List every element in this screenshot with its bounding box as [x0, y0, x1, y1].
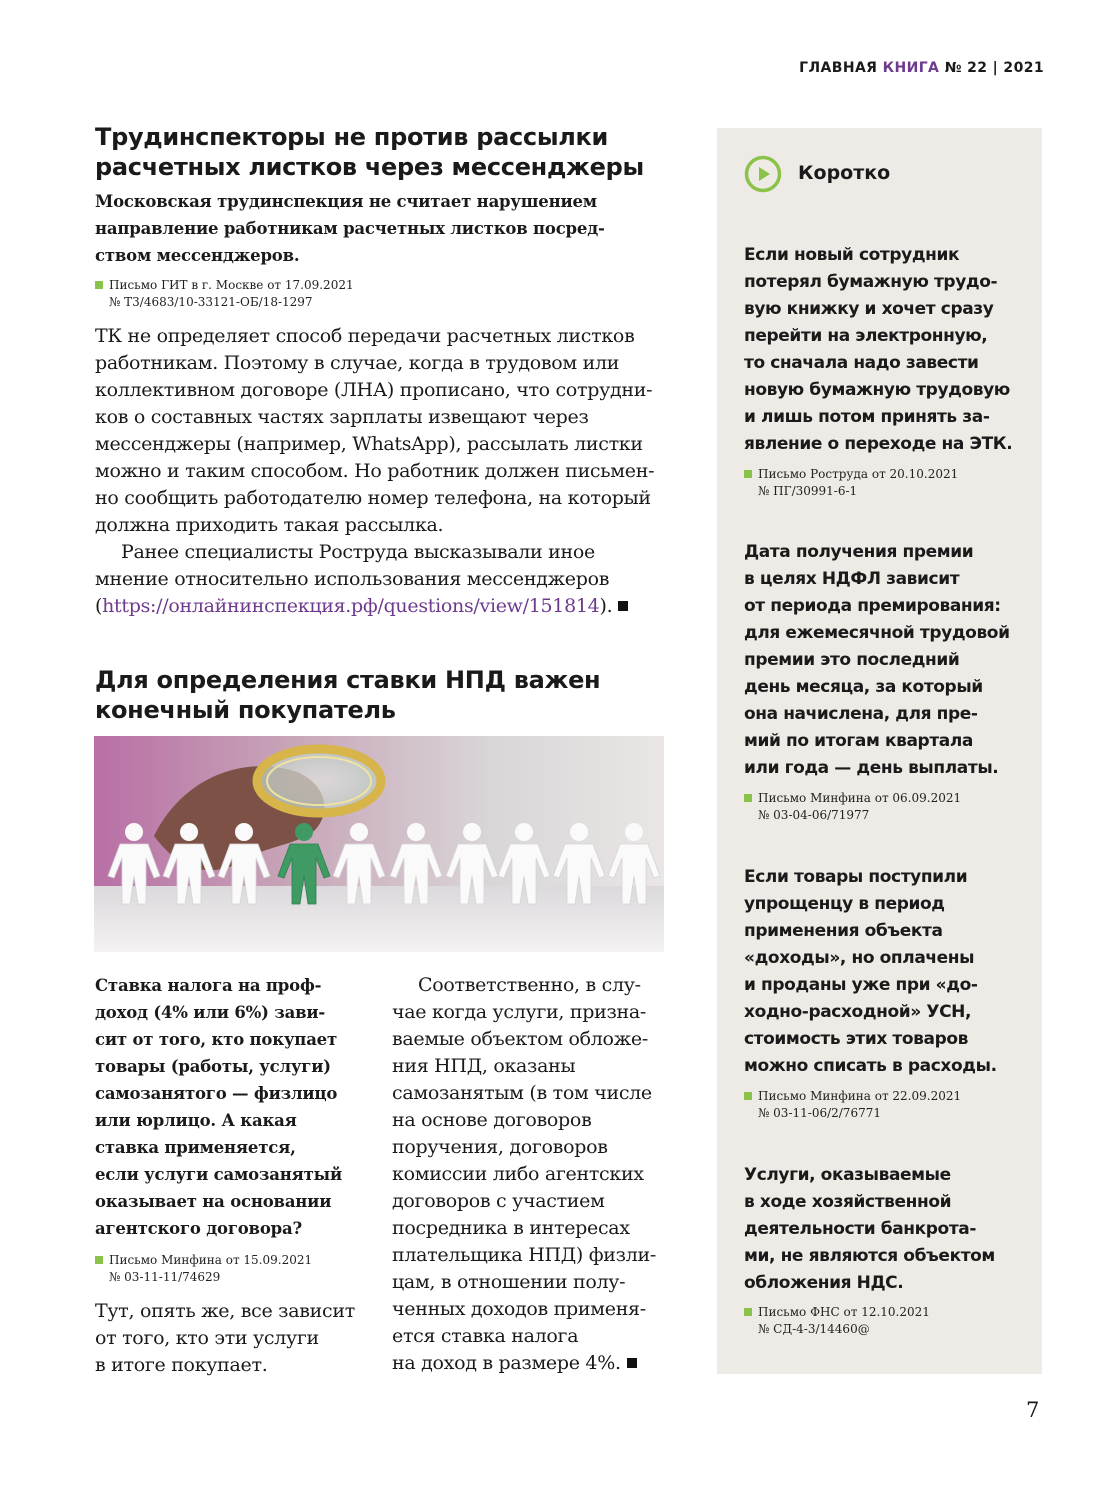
end-mark-icon: [618, 601, 628, 611]
sidebar-item-3-text: Если товары поступили упрощенцу в период применения объекта «доходы», но оплачены и проданы уже при «до- ходно-расходной» УСН, стоимость этих товаров можно списать в расходы.: [744, 867, 997, 1076]
article1-title: Трудинспекторы не против рассылки расчетных листков через мессенджеры: [95, 123, 644, 181]
source-marker-icon: [95, 1256, 103, 1264]
brand-accent: КНИГА: [882, 60, 940, 76]
sidebar-item-1-source: Письмо Роструда от 20.10.2021 № ПГ/30991-6-1: [744, 466, 958, 500]
article2-last-line: на доход в размере 4%.: [392, 1350, 667, 1377]
source-marker-icon: [744, 1092, 752, 1100]
article1-lead: Московская трудинспекция не считает нарушением направление работникам расчетных листков посред- ством мессенджеров.: [95, 192, 605, 265]
sidebar-item-4-text: Услуги, оказываемые в ходе хозяйственной деятельности банкрота- ми, не являются объектом обложения НДС.: [744, 1165, 995, 1293]
article2-lead: Ставка налога на проф- доход (4% или 6%) зави- сит от того, кто покупает товары (работы, услуги) самозанятого — физлицо или юрлицо. А какая ставка применяется, если услуги самозанятый оказывает на основании агентского договора?: [95, 976, 343, 1238]
article1-body: ТК не определяет способ передачи расчетных листков работникам. Поэтому в случае, когда в трудовом или коллективном договоре (ЛНА) прописано, что сотрудни- ков о составных частях зарплаты извещают через мессенджеры (например, WhatsApp), рассылать листки можно и таким способом. Но работник должен письмен- но сообщить работодателю номер телефона, на который должна приходить такая рассылка. Ранее специалисты Роструда высказывали иное мнение относительно использования мессенджеров (https://онлайнинспекция.рф/questions/view/151814).: [95, 323, 665, 620]
onlineinspection-link[interactable]: https://онлайнинспекция.рф/questions/view/151814: [102, 595, 600, 617]
article2-source: Письмо Минфина от 15.09.2021 № 03-11-11/74629: [95, 1252, 312, 1286]
masthead: [799, 60, 1044, 76]
sidebar-item-4-source: Письмо ФНС от 12.10.2021 № СД-4-3/14460@: [744, 1304, 930, 1338]
issue-number: № 22 | 2021: [944, 60, 1044, 76]
source-marker-icon: [744, 794, 752, 802]
brand-main: ГЛАВНАЯ: [799, 60, 878, 76]
magnifier-people-photo: [94, 736, 664, 952]
article2-body-left: Тут, опять же, все зависит от того, кто эти услуги в итоге покупает.: [95, 1300, 355, 1376]
play-icon: [744, 155, 782, 193]
article1-link-line: (https://онлайнинспекция.рф/questions/view/151814).: [95, 593, 665, 620]
source-marker-icon: [95, 281, 103, 289]
source-marker-icon: [744, 1308, 752, 1316]
sidebar-title: Коротко: [798, 162, 891, 184]
article2-title: Для определения ставки НПД важен конечный покупатель: [95, 666, 601, 724]
source-marker-icon: [744, 470, 752, 478]
end-mark-icon: [627, 1358, 637, 1368]
sidebar-item-2-source: Письмо Минфина от 06.09.2021 № 03-04-06/71977: [744, 790, 961, 824]
article2-body-right: Соответственно, в слу- чае когда услуги, призна- ваемые объектом обложе- ния НПД, оказаны самозанятым (в том числе на основе договоров поручения, договоров комиссии либо агентских договоров с участием посредника в интересах плательщика НПД) физли- цам, в отношении полу- ченных доходов применя- ется ставка налога на доход в размере 4%.: [392, 972, 667, 1377]
sidebar-item-3-source: Письмо Минфина от 22.09.2021 № 03-11-06/2/76771: [744, 1088, 961, 1122]
sidebar-item-1-text: Если новый сотрудник потерял бумажную трудо- вую книжку и хочет сразу перейти на электронную, то сначала надо завести новую бумажную трудовую и лишь потом принять за- явление о переходе на ЭТК.: [744, 245, 1013, 454]
article1-source: Письмо ГИТ в г. Москве от 17.09.2021 № Т3/4683/10-33121-ОБ/18-1297: [95, 277, 354, 311]
sidebar-item-2-text: Дата получения премии в целях НДФЛ зависит от периода премирования: для ежемесячной трудовой премии это последний день месяца, за который она начислена, для пре- мий по итогам квартала или года — день выплаты.: [744, 542, 1010, 778]
page-number: 7: [1026, 1398, 1040, 1422]
